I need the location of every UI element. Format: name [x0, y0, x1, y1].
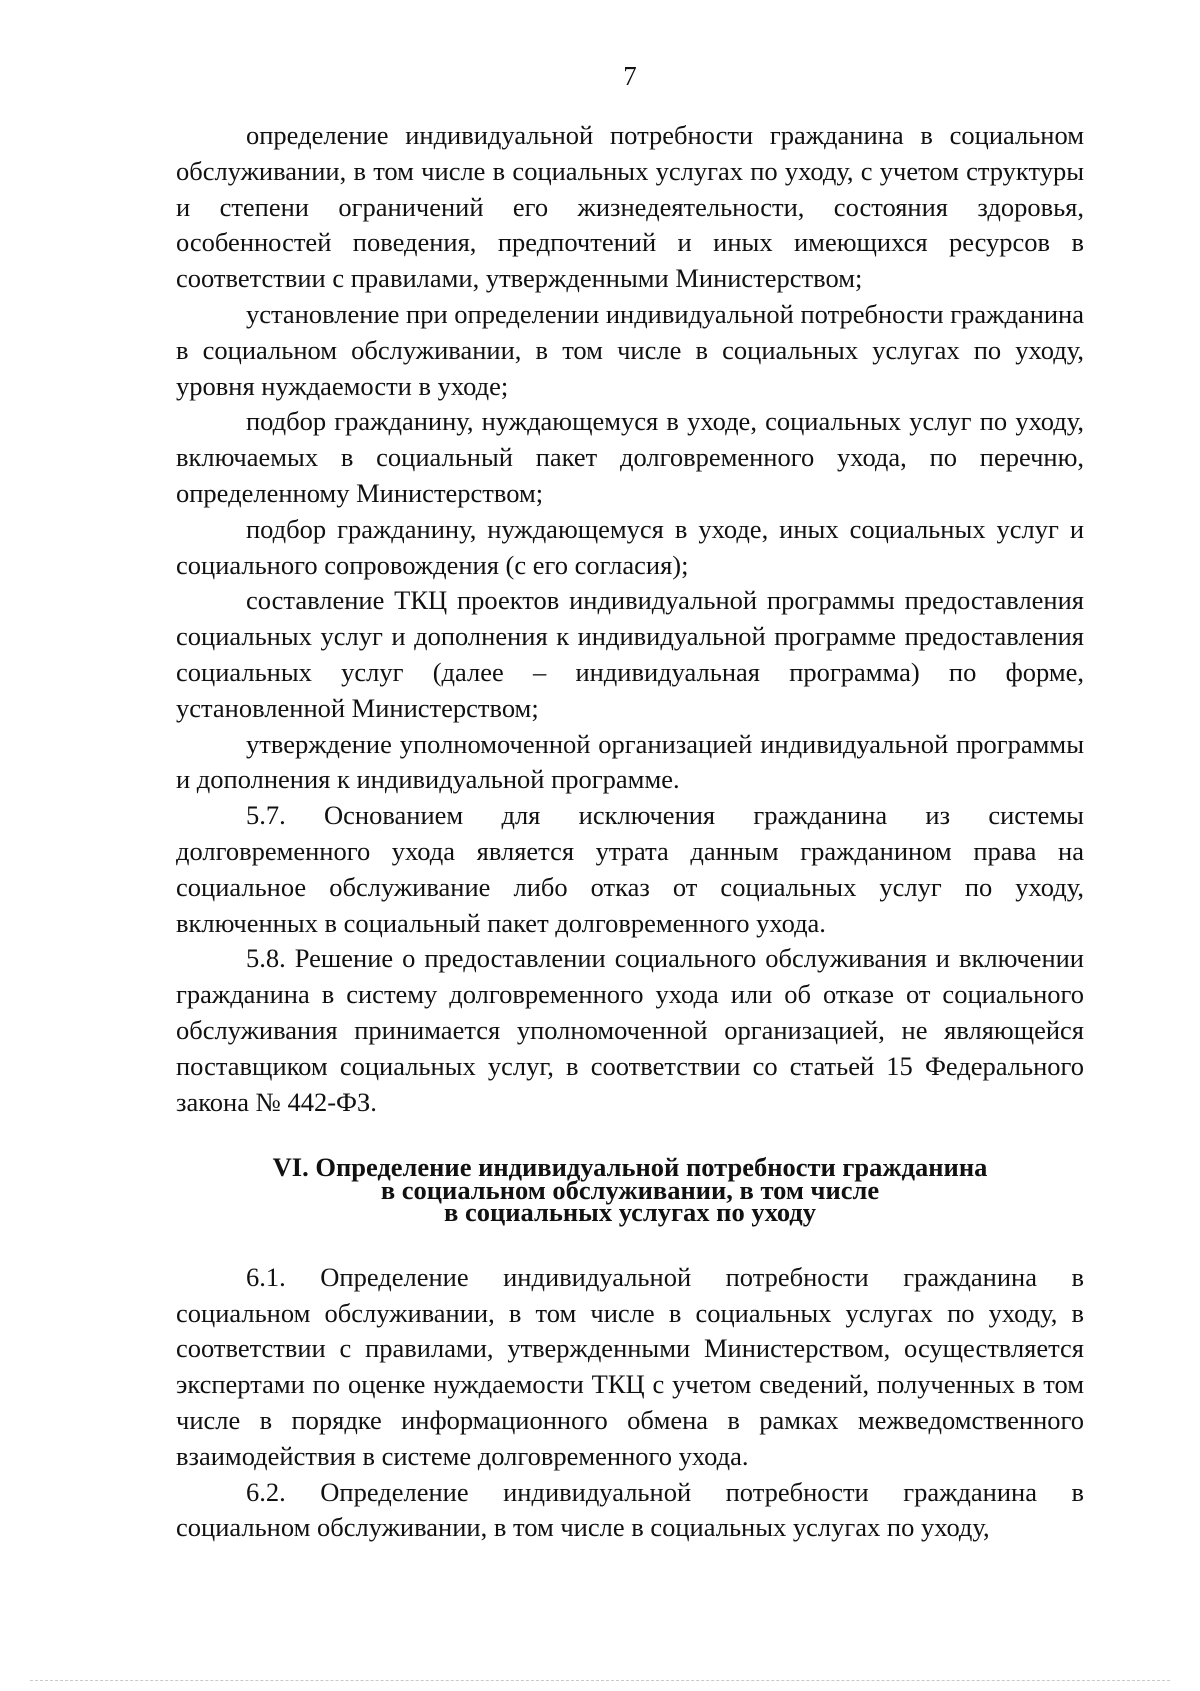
paragraph-5-7: 5.7. Основанием для исключения гражданина из системы долговременного ухода является утрата данным гражданином права на социальное обслуживание либо отказ от социальных услуг по уходу, включенных в социальный пакет долговременного ухода.	[176, 800, 1084, 938]
section-heading	[176, 1152, 1084, 1228]
paragraph-other-services-selection: подбор гражданину, нуждающемуся в уходе, иных социальных услуг и социального сопровождения (с его согласия);	[176, 513, 1084, 580]
page-number: 7	[623, 61, 637, 91]
document-body	[176, 118, 1084, 1546]
scan-bottom-edge	[30, 1680, 1170, 1681]
section-heading-line: в социальных услугах по уходу	[444, 1197, 816, 1228]
paragraph-6-2: 6.2. Определение индивидуальной потребности гражданина в социальном обслуживании, в том числе в социальных услугах по уходу,	[176, 1476, 1084, 1543]
paragraph-program-drafting: составление ТКЦ проектов индивидуальной программы предоставления социальных услуг и дополнения к индивидуальной программе предоставления социальных услуг (далее – индивидуальная программа) по форме, установленной Министерством;	[176, 585, 1084, 723]
paragraph-care-services-selection: подбор гражданину, нуждающемуся в уходе, социальных услуг по уходу, включаемых в социальный пакет долговременного ухода, по перечню, определенному Министерством;	[176, 406, 1084, 508]
paragraph-5-8: 5.8. Решение о предоставлении социального обслуживания и включении гражданина в систему долговременного ухода или об отказе от социального обслуживания принимается уполномоченной организацией, не являющейся поставщиком социальных услуг, в соответствии со статьей 15 Федерального закона № 442-ФЗ.	[176, 943, 1084, 1117]
paragraph-needs-assessment: определение индивидуальной потребности гражданина в социальном обслуживании, в том числе в социальных услугах по уходу, с учетом структуры и степени ограничений его жизнедеятельности, состояния здоровья, особенностей поведения, предпочтений и иных имеющихся ресурсов в соответствии с правилами, утвержденными Министерством;	[176, 120, 1084, 294]
section-heading-line: в социальном обслуживании, в том числе	[380, 1174, 880, 1205]
paragraph-6-1: 6.1. Определение индивидуальной потребности гражданина в социальном обслуживании, в том числе в социальных услугах по уходу, в соответствии с правилами, утвержденными Министерством, осуществляется экспертами по оценке нуждаемости ТКЦ с учетом сведений, полученных в том числе в порядке информационного обмена в рамках межведомственного взаимодействия в системе долговременного ухода.	[176, 1261, 1084, 1471]
paragraph-program-approval: утверждение уполномоченной организацией индивидуальной программы и дополнения к индивидуальной программе.	[176, 728, 1084, 795]
paragraph-care-level: установление при определении индивидуальной потребности гражданина в социальном обслуживании, в том числе в социальных услугах по уходу, уровня нуждаемости в уходе;	[176, 298, 1084, 401]
section-heading-line: VI. Определение индивидуальной потребности гражданина	[272, 1152, 988, 1183]
